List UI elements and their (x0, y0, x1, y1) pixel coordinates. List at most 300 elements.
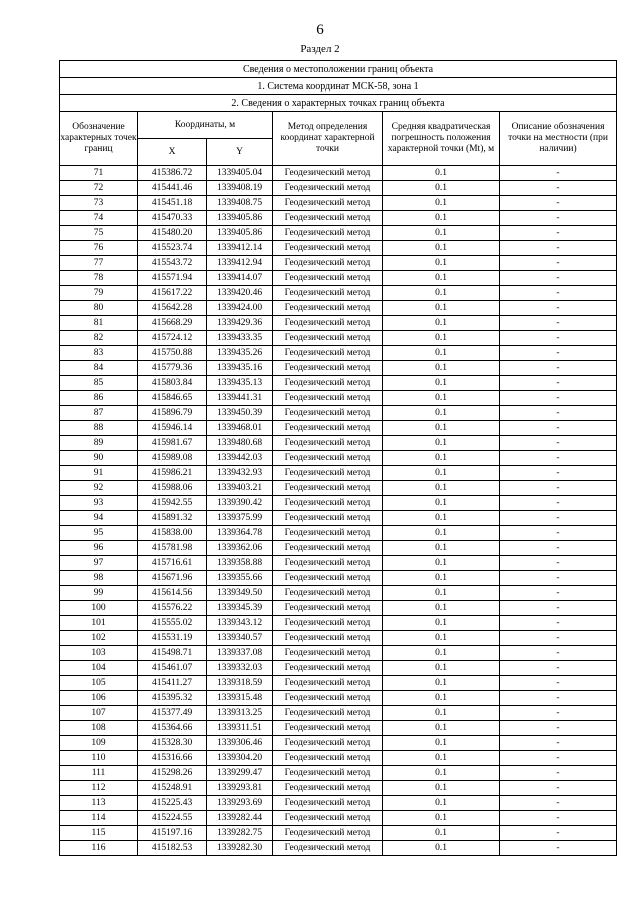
accuracy-cell: 0.1 (383, 781, 500, 796)
x-coordinate: 415182.53 (138, 841, 207, 856)
description-cell: - (500, 241, 617, 256)
point-number: 112 (60, 781, 138, 796)
accuracy-cell: 0.1 (383, 271, 500, 286)
x-coordinate: 415668.29 (138, 316, 207, 331)
method-cell: Геодезический метод (273, 361, 383, 376)
x-coordinate: 415555.02 (138, 616, 207, 631)
method-cell: Геодезический метод (273, 496, 383, 511)
table-row (60, 436, 617, 451)
method-cell: Геодезический метод (273, 211, 383, 226)
table-row (60, 841, 617, 856)
method-cell: Геодезический метод (273, 166, 383, 181)
accuracy-cell: 0.1 (383, 706, 500, 721)
y-coordinate: 1339337.08 (207, 646, 273, 661)
x-coordinate: 415523.74 (138, 241, 207, 256)
table-title: Сведения о местоположении границ объекта (60, 61, 617, 78)
point-number: 80 (60, 301, 138, 316)
point-number: 93 (60, 496, 138, 511)
table-row (60, 691, 617, 706)
description-cell: - (500, 316, 617, 331)
table-row (60, 826, 617, 841)
x-coordinate: 415642.28 (138, 301, 207, 316)
accuracy-cell: 0.1 (383, 196, 500, 211)
x-coordinate: 415988.06 (138, 481, 207, 496)
y-coordinate: 1339299.47 (207, 766, 273, 781)
accuracy-cell: 0.1 (383, 841, 500, 856)
method-cell: Геодезический метод (273, 796, 383, 811)
table-row (60, 616, 617, 631)
method-cell: Геодезический метод (273, 481, 383, 496)
point-number: 72 (60, 181, 138, 196)
table-row (60, 736, 617, 751)
y-coordinate: 1339403.21 (207, 481, 273, 496)
y-coordinate: 1339429.36 (207, 316, 273, 331)
accuracy-cell: 0.1 (383, 361, 500, 376)
description-cell: - (500, 586, 617, 601)
description-cell: - (500, 631, 617, 646)
description-cell: - (500, 571, 617, 586)
point-number: 108 (60, 721, 138, 736)
accuracy-cell: 0.1 (383, 586, 500, 601)
accuracy-cell: 0.1 (383, 166, 500, 181)
y-coordinate: 1339420.46 (207, 286, 273, 301)
x-coordinate: 415576.22 (138, 601, 207, 616)
table-row (60, 631, 617, 646)
description-cell: - (500, 706, 617, 721)
x-coordinate: 415671.96 (138, 571, 207, 586)
accuracy-cell: 0.1 (383, 601, 500, 616)
y-coordinate: 1339313.25 (207, 706, 273, 721)
x-coordinate: 415197.16 (138, 826, 207, 841)
description-cell: - (500, 541, 617, 556)
y-coordinate: 1339364.78 (207, 526, 273, 541)
accuracy-cell: 0.1 (383, 526, 500, 541)
accuracy-cell: 0.1 (383, 571, 500, 586)
y-coordinate: 1339408.19 (207, 181, 273, 196)
accuracy-cell: 0.1 (383, 721, 500, 736)
point-number: 103 (60, 646, 138, 661)
accuracy-cell: 0.1 (383, 436, 500, 451)
y-coordinate: 1339340.57 (207, 631, 273, 646)
description-cell: - (500, 391, 617, 406)
point-number: 101 (60, 616, 138, 631)
y-coordinate: 1339332.03 (207, 661, 273, 676)
accuracy-cell: 0.1 (383, 736, 500, 751)
description-cell: - (500, 301, 617, 316)
y-coordinate: 1339432.93 (207, 466, 273, 481)
accuracy-cell: 0.1 (383, 391, 500, 406)
method-cell: Геодезический метод (273, 526, 383, 541)
x-coordinate: 415981.67 (138, 436, 207, 451)
accuracy-cell: 0.1 (383, 481, 500, 496)
table-row (60, 571, 617, 586)
accuracy-cell: 0.1 (383, 616, 500, 631)
y-coordinate: 1339282.44 (207, 811, 273, 826)
x-coordinate: 415779.36 (138, 361, 207, 376)
description-cell: - (500, 331, 617, 346)
point-number: 97 (60, 556, 138, 571)
point-number: 71 (60, 166, 138, 181)
description-cell: - (500, 181, 617, 196)
x-coordinate: 415891.32 (138, 511, 207, 526)
x-coordinate: 415846.65 (138, 391, 207, 406)
x-coordinate: 415986.21 (138, 466, 207, 481)
description-cell: - (500, 526, 617, 541)
accuracy-cell: 0.1 (383, 406, 500, 421)
y-coordinate: 1339435.13 (207, 376, 273, 391)
x-coordinate: 415946.14 (138, 421, 207, 436)
x-coordinate: 415386.72 (138, 166, 207, 181)
point-number: 75 (60, 226, 138, 241)
y-coordinate: 1339375.99 (207, 511, 273, 526)
accuracy-cell: 0.1 (383, 451, 500, 466)
x-coordinate: 415942.55 (138, 496, 207, 511)
table-row (60, 661, 617, 676)
x-coordinate: 415896.79 (138, 406, 207, 421)
point-number: 106 (60, 691, 138, 706)
x-coordinate: 415571.94 (138, 271, 207, 286)
page-number: 6 (316, 22, 324, 38)
accuracy-cell: 0.1 (383, 541, 500, 556)
method-cell: Геодезический метод (273, 421, 383, 436)
method-cell: Геодезический метод (273, 841, 383, 856)
x-coordinate: 415716.61 (138, 556, 207, 571)
x-coordinate: 415498.71 (138, 646, 207, 661)
table-row (60, 526, 617, 541)
method-cell: Геодезический метод (273, 616, 383, 631)
point-number: 116 (60, 841, 138, 856)
point-number: 85 (60, 376, 138, 391)
point-number: 109 (60, 736, 138, 751)
description-cell: - (500, 751, 617, 766)
point-number: 104 (60, 661, 138, 676)
point-number: 110 (60, 751, 138, 766)
y-coordinate: 1339435.26 (207, 346, 273, 361)
description-cell: - (500, 841, 617, 856)
method-cell: Геодезический метод (273, 376, 383, 391)
method-cell: Геодезический метод (273, 226, 383, 241)
x-coordinate: 415248.91 (138, 781, 207, 796)
y-coordinate: 1339306.46 (207, 736, 273, 751)
point-number: 82 (60, 331, 138, 346)
table-row (60, 676, 617, 691)
y-coordinate: 1339358.88 (207, 556, 273, 571)
header-y: Y (207, 139, 273, 166)
x-coordinate: 415614.56 (138, 586, 207, 601)
table-row (60, 241, 617, 256)
point-number: 76 (60, 241, 138, 256)
method-cell: Геодезический метод (273, 511, 383, 526)
point-number: 95 (60, 526, 138, 541)
table-row (60, 706, 617, 721)
method-cell: Геодезический метод (273, 406, 383, 421)
x-coordinate: 415531.19 (138, 631, 207, 646)
table-row (60, 721, 617, 736)
table-row (60, 196, 617, 211)
accuracy-cell: 0.1 (383, 661, 500, 676)
description-cell: - (500, 421, 617, 436)
x-coordinate: 415543.72 (138, 256, 207, 271)
table-row (60, 781, 617, 796)
method-cell: Геодезический метод (273, 301, 383, 316)
point-number: 83 (60, 346, 138, 361)
description-cell: - (500, 196, 617, 211)
y-coordinate: 1339349.50 (207, 586, 273, 601)
x-coordinate: 415328.30 (138, 736, 207, 751)
header-x: X (138, 139, 207, 166)
table-row (60, 286, 617, 301)
accuracy-cell: 0.1 (383, 691, 500, 706)
table-row (60, 166, 617, 181)
x-coordinate: 415377.49 (138, 706, 207, 721)
point-number: 96 (60, 541, 138, 556)
method-cell: Геодезический метод (273, 436, 383, 451)
accuracy-cell: 0.1 (383, 646, 500, 661)
method-cell: Геодезический метод (273, 721, 383, 736)
y-coordinate: 1339441.31 (207, 391, 273, 406)
y-coordinate: 1339311.51 (207, 721, 273, 736)
table-row (60, 511, 617, 526)
accuracy-cell: 0.1 (383, 796, 500, 811)
point-number: 111 (60, 766, 138, 781)
y-coordinate: 1339435.16 (207, 361, 273, 376)
accuracy-cell: 0.1 (383, 286, 500, 301)
description-cell: - (500, 436, 617, 451)
method-cell: Геодезический метод (273, 646, 383, 661)
description-cell: - (500, 646, 617, 661)
accuracy-cell: 0.1 (383, 211, 500, 226)
description-cell: - (500, 496, 617, 511)
description-cell: - (500, 661, 617, 676)
point-number: 84 (60, 361, 138, 376)
header-description: Описание обозначения точки на местности (при наличии) (500, 112, 617, 166)
point-number: 99 (60, 586, 138, 601)
accuracy-cell: 0.1 (383, 511, 500, 526)
x-coordinate: 415617.22 (138, 286, 207, 301)
method-cell: Геодезический метод (273, 661, 383, 676)
section-title: Раздел 2 (300, 43, 340, 55)
description-cell: - (500, 481, 617, 496)
description-cell: - (500, 601, 617, 616)
accuracy-cell: 0.1 (383, 676, 500, 691)
description-cell: - (500, 691, 617, 706)
accuracy-cell: 0.1 (383, 421, 500, 436)
point-number: 78 (60, 271, 138, 286)
description-cell: - (500, 556, 617, 571)
x-coordinate: 415470.33 (138, 211, 207, 226)
x-coordinate: 415461.07 (138, 661, 207, 676)
y-coordinate: 1339318.59 (207, 676, 273, 691)
y-coordinate: 1339412.94 (207, 256, 273, 271)
y-coordinate: 1339345.39 (207, 601, 273, 616)
method-cell: Геодезический метод (273, 571, 383, 586)
table-row (60, 601, 617, 616)
method-cell: Геодезический метод (273, 391, 383, 406)
y-coordinate: 1339282.30 (207, 841, 273, 856)
accuracy-cell: 0.1 (383, 751, 500, 766)
accuracy-cell: 0.1 (383, 631, 500, 646)
method-cell: Геодезический метод (273, 256, 383, 271)
method-cell: Геодезический метод (273, 466, 383, 481)
point-number: 90 (60, 451, 138, 466)
description-cell: - (500, 796, 617, 811)
method-cell: Геодезический метод (273, 781, 383, 796)
description-cell: - (500, 676, 617, 691)
table-row (60, 766, 617, 781)
accuracy-cell: 0.1 (383, 181, 500, 196)
description-cell: - (500, 361, 617, 376)
header-method: Метод определения координат характерной точки (273, 112, 383, 166)
x-coordinate: 415781.98 (138, 541, 207, 556)
point-number: 73 (60, 196, 138, 211)
method-cell: Геодезический метод (273, 541, 383, 556)
description-cell: - (500, 616, 617, 631)
method-cell: Геодезический метод (273, 811, 383, 826)
point-number: 105 (60, 676, 138, 691)
coordinate-system: 1. Система координат МСК-58, зона 1 (60, 78, 617, 95)
y-coordinate: 1339433.35 (207, 331, 273, 346)
method-cell: Геодезический метод (273, 691, 383, 706)
point-number: 77 (60, 256, 138, 271)
x-coordinate: 415441.46 (138, 181, 207, 196)
method-cell: Геодезический метод (273, 286, 383, 301)
table-row (60, 646, 617, 661)
description-cell: - (500, 211, 617, 226)
point-number: 74 (60, 211, 138, 226)
description-cell: - (500, 271, 617, 286)
table-row (60, 466, 617, 481)
accuracy-cell: 0.1 (383, 301, 500, 316)
x-coordinate: 415803.84 (138, 376, 207, 391)
point-number: 87 (60, 406, 138, 421)
table-row (60, 301, 617, 316)
x-coordinate: 415364.66 (138, 721, 207, 736)
method-cell: Геодезический метод (273, 751, 383, 766)
method-cell: Геодезический метод (273, 586, 383, 601)
table-row (60, 811, 617, 826)
description-cell: - (500, 256, 617, 271)
y-coordinate: 1339414.07 (207, 271, 273, 286)
point-number: 100 (60, 601, 138, 616)
table-row (60, 271, 617, 286)
method-cell: Геодезический метод (273, 241, 383, 256)
table-row (60, 406, 617, 421)
point-number: 102 (60, 631, 138, 646)
header-coordinates: Координаты, м (138, 112, 273, 139)
boundary-points-table (59, 60, 617, 856)
y-coordinate: 1339315.48 (207, 691, 273, 706)
table-row (60, 226, 617, 241)
point-number: 113 (60, 796, 138, 811)
y-coordinate: 1339480.68 (207, 436, 273, 451)
table-row (60, 451, 617, 466)
description-cell: - (500, 451, 617, 466)
point-number: 98 (60, 571, 138, 586)
y-coordinate: 1339304.20 (207, 751, 273, 766)
table-row (60, 556, 617, 571)
y-coordinate: 1339282.75 (207, 826, 273, 841)
method-cell: Геодезический метод (273, 181, 383, 196)
table-subtitle: 2. Сведения о характерных точках границ объекта (60, 95, 617, 112)
method-cell: Геодезический метод (273, 631, 383, 646)
point-number: 86 (60, 391, 138, 406)
accuracy-cell: 0.1 (383, 241, 500, 256)
table-row (60, 421, 617, 436)
y-coordinate: 1339450.39 (207, 406, 273, 421)
method-cell: Геодезический метод (273, 331, 383, 346)
description-cell: - (500, 826, 617, 841)
table-row (60, 481, 617, 496)
table-row (60, 346, 617, 361)
table-row (60, 496, 617, 511)
method-cell: Геодезический метод (273, 706, 383, 721)
accuracy-cell: 0.1 (383, 826, 500, 841)
description-cell: - (500, 466, 617, 481)
accuracy-cell: 0.1 (383, 496, 500, 511)
table-row (60, 796, 617, 811)
description-cell: - (500, 721, 617, 736)
method-cell: Геодезический метод (273, 826, 383, 841)
table-row (60, 181, 617, 196)
description-cell: - (500, 226, 617, 241)
description-cell: - (500, 166, 617, 181)
description-cell: - (500, 286, 617, 301)
method-cell: Геодезический метод (273, 556, 383, 571)
table-row (60, 316, 617, 331)
point-number: 91 (60, 466, 138, 481)
accuracy-cell: 0.1 (383, 256, 500, 271)
method-cell: Геодезический метод (273, 271, 383, 286)
accuracy-cell: 0.1 (383, 766, 500, 781)
method-cell: Геодезический метод (273, 766, 383, 781)
y-coordinate: 1339405.04 (207, 166, 273, 181)
point-number: 94 (60, 511, 138, 526)
y-coordinate: 1339408.75 (207, 196, 273, 211)
y-coordinate: 1339390.42 (207, 496, 273, 511)
x-coordinate: 415750.88 (138, 346, 207, 361)
x-coordinate: 415989.08 (138, 451, 207, 466)
y-coordinate: 1339405.86 (207, 211, 273, 226)
x-coordinate: 415225.43 (138, 796, 207, 811)
description-cell: - (500, 766, 617, 781)
description-cell: - (500, 376, 617, 391)
y-coordinate: 1339442.03 (207, 451, 273, 466)
description-cell: - (500, 736, 617, 751)
table-row (60, 256, 617, 271)
point-number: 89 (60, 436, 138, 451)
x-coordinate: 415395.32 (138, 691, 207, 706)
accuracy-cell: 0.1 (383, 346, 500, 361)
x-coordinate: 415224.55 (138, 811, 207, 826)
x-coordinate: 415298.26 (138, 766, 207, 781)
point-number: 115 (60, 826, 138, 841)
method-cell: Геодезический метод (273, 316, 383, 331)
x-coordinate: 415480.20 (138, 226, 207, 241)
x-coordinate: 415451.18 (138, 196, 207, 211)
description-cell: - (500, 511, 617, 526)
x-coordinate: 415724.12 (138, 331, 207, 346)
y-coordinate: 1339293.81 (207, 781, 273, 796)
accuracy-cell: 0.1 (383, 316, 500, 331)
point-number: 114 (60, 811, 138, 826)
description-cell: - (500, 346, 617, 361)
table-row (60, 541, 617, 556)
table-row (60, 361, 617, 376)
header-accuracy: Средняя квадратическая погрешность положения характерной точки (Mt), м (383, 112, 500, 166)
table-row (60, 376, 617, 391)
point-number: 88 (60, 421, 138, 436)
accuracy-cell: 0.1 (383, 226, 500, 241)
